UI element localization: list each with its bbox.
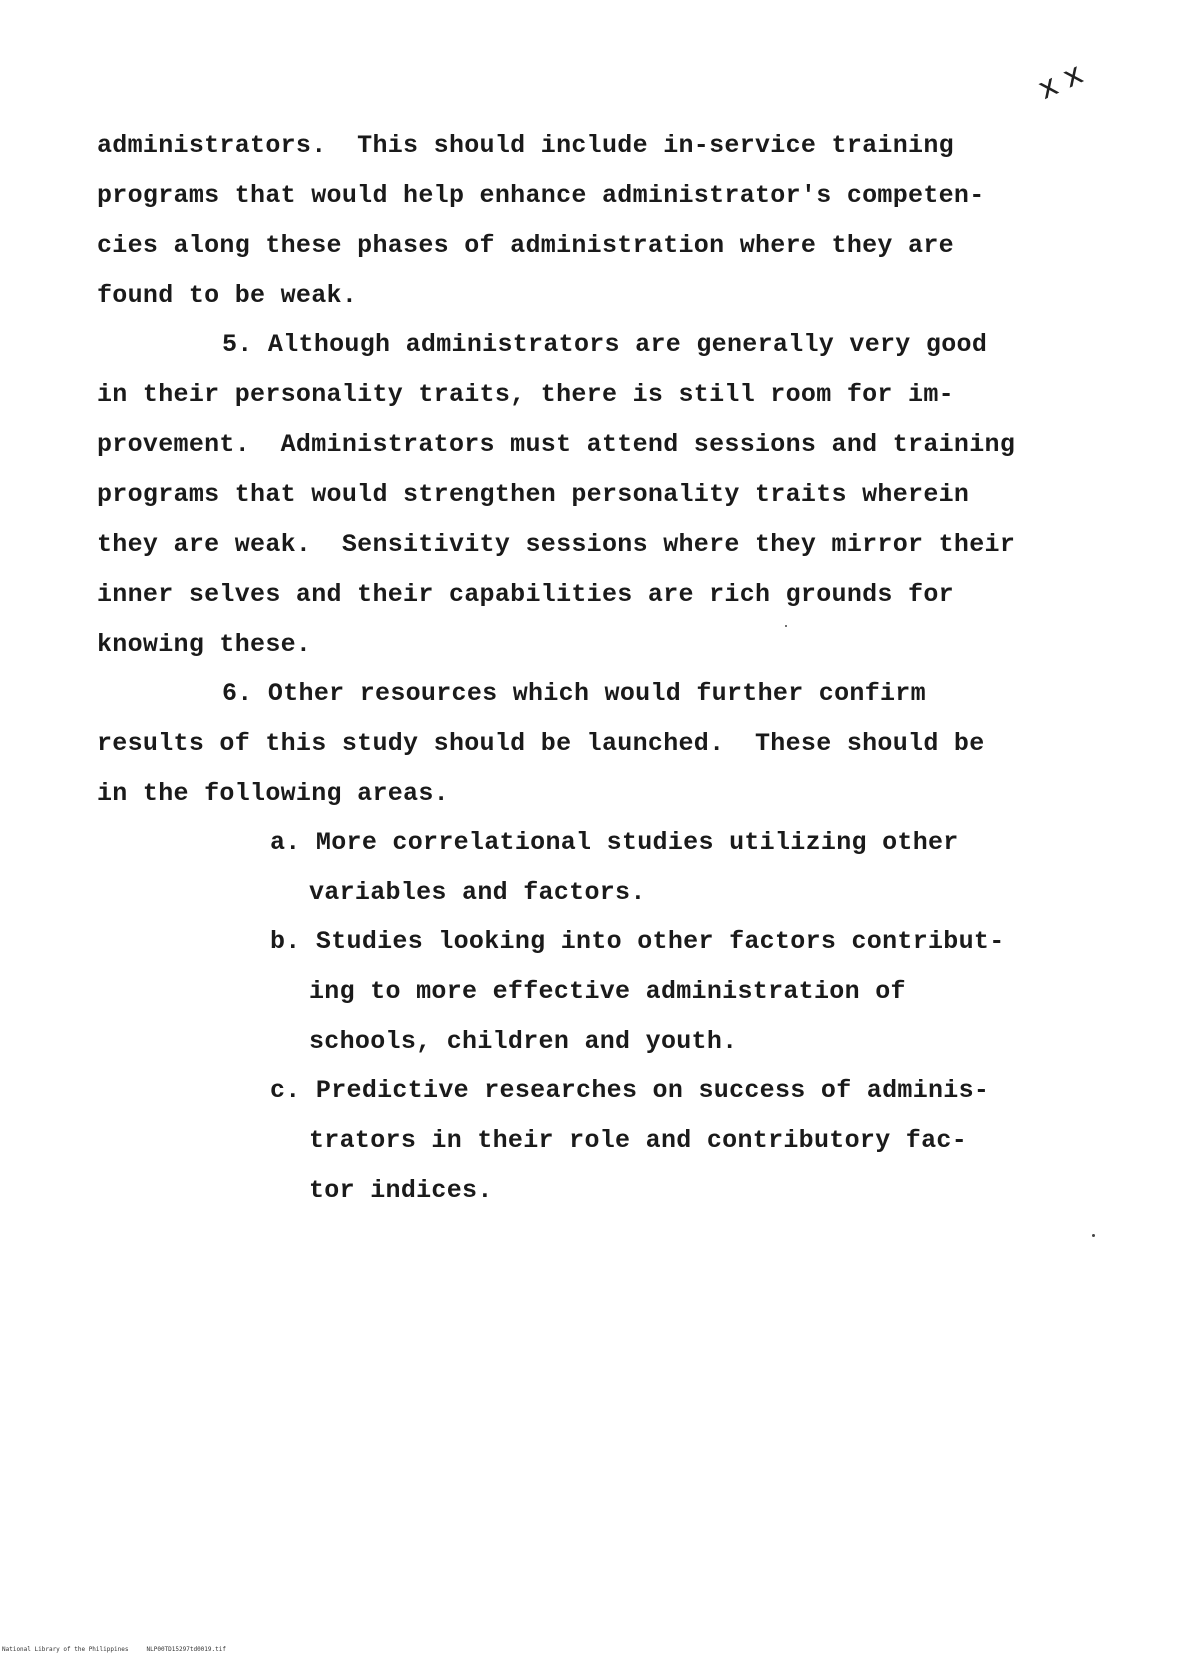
text-line: they are weak. Sensitivity sessions where they mirror their <box>97 530 1016 559</box>
text-line: inner selves and their capabilities are rich grounds for <box>97 580 954 609</box>
text-line: programs that would strengthen personality traits wherein <box>97 480 970 509</box>
text-line: knowing these. <box>97 630 312 659</box>
text-line: results of this study should be launched. These should be <box>97 729 985 758</box>
list-item-c-cont: trators in their role and contributory fac- <box>309 1126 968 1155</box>
text-line: in the following areas. <box>97 779 449 808</box>
text-line: cies along these phases of administration where they are <box>97 231 954 260</box>
list-item-a: a. More correlational studies utilizing other <box>270 828 959 857</box>
text-line: found to be weak. <box>97 281 358 310</box>
list-item-b: b. Studies looking into other factors contribut- <box>270 927 1005 956</box>
text-line: administrators. This should include in-service training <box>97 131 954 160</box>
list-item-c-cont: tor indices. <box>309 1176 493 1205</box>
list-item-c: c. Predictive researches on success of adminis- <box>270 1076 990 1105</box>
text-line: 5. Although administrators are generally very good <box>222 330 988 359</box>
list-item-a-cont: variables and factors. <box>309 878 646 907</box>
text-line: programs that would help enhance administrator's competen- <box>97 181 985 210</box>
text-line: in their personality traits, there is still room for im- <box>97 380 954 409</box>
text-line: 6. Other resources which would further confirm <box>222 679 926 708</box>
scan-speck <box>785 625 787 627</box>
list-item-b-cont: ing to more effective administration of <box>309 977 906 1006</box>
list-item-b-cont: schools, children and youth. <box>309 1027 738 1056</box>
footer-library: National Library of the Philippines <box>2 1646 129 1653</box>
footer-filename: NLP00TD15297td0019.tif <box>146 1646 226 1653</box>
scan-footer <box>2 1646 226 1653</box>
handwritten-mark: x x <box>1032 56 1089 107</box>
scan-speck <box>1092 1234 1095 1237</box>
text-line: provement. Administrators must attend sessions and training <box>97 430 1016 459</box>
